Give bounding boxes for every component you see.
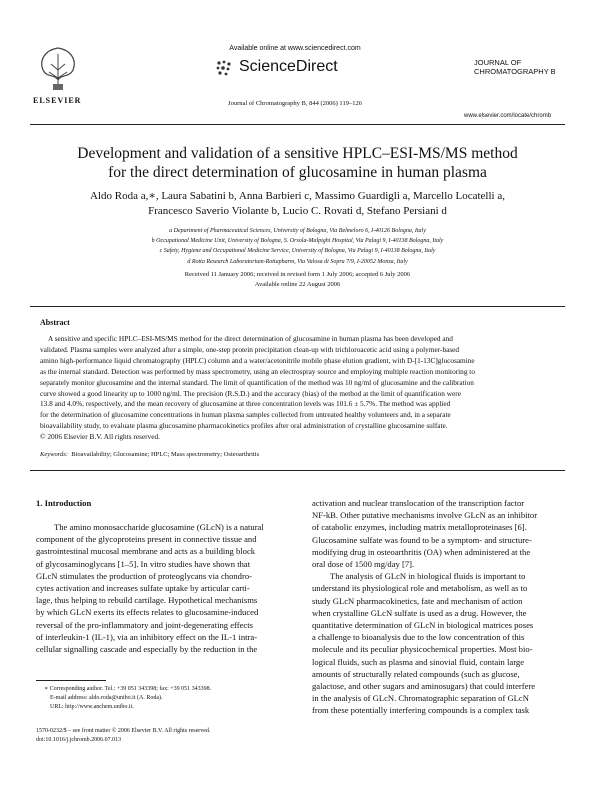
abstract-line: validated. Plasma samples were analyzed after a simple, one-step protein precipitation clean-up with trichloroacetic acid using a polymer-based (40, 344, 460, 354)
publisher-logo-text: ELSEVIER (33, 96, 82, 105)
abstract-line: as the internal standard. Detection was performed by mass spectrometry, using an electrospray source and employing multiple reaction monitoring to (40, 366, 475, 376)
body-line: gastrointestinal mucosal membrane and acts as a building block (36, 546, 256, 557)
body-line: of glycosaminoglycans [1–5]. In vitro studies have shown that (36, 558, 251, 569)
available-date: Available online 22 August 2006 (254, 281, 341, 288)
body-line: quantitative determination of GLcN in biological matrices poses (312, 620, 534, 631)
affiliation-b: b Occupational Medicine Unit, University of Bologna, S. Orsola-Malpighi Hospital, Via Palagi 9, I-40138 Bologna, Italy (151, 238, 444, 245)
footnotes (36, 685, 294, 712)
author-list (30, 189, 565, 219)
body-line: NF-kB. Other putative mechanisms involve GLcN as an inhibitor (312, 510, 538, 521)
authors-line-2: Francesco Saverio Violante b, Lucio C. Rovati d, Stefano Persiani d (148, 205, 447, 217)
abstract-body (40, 334, 560, 443)
title-line-2: for the direct determination of glucosamine in human plasma (108, 164, 487, 181)
body-line: The analysis of GLcN in biological fluids is important to (330, 571, 526, 582)
sciencedirect-logo (215, 56, 385, 80)
copyright-line: © 2006 Elsevier B.V. All rights reserved. (40, 432, 160, 442)
body-line: of interleukin-1 (IL-1), via an inhibitory effect on the IL-1 intra- (36, 631, 258, 642)
abstract-line: 13.8 and 4.0%, respectively, and the mean recovery of glucosamine at three concentration levels was 101.6 ± 5.7%. The method was applied (40, 399, 451, 409)
keywords (40, 451, 259, 458)
body-line: Glucosamine sulfate was found to be a symptom- and structure- (312, 534, 532, 545)
body-line: lage, thus helping to rebuild cartilage. Hypothetical mechanisms (36, 595, 258, 606)
section-heading: 1. Introduction (36, 498, 92, 508)
body-line: when crystalline GLcN sulfate is used as a drug. However, the (312, 607, 527, 618)
left-column (36, 521, 294, 655)
dates (30, 270, 565, 290)
journal-name (474, 58, 556, 76)
body-line: galactose, and other sugars and aminosugars) that could interfere (312, 681, 536, 692)
abstract-line: amino high-performance liquid chromatography (HPLC) column and a water/acetonitrile mobile phase elution gradient, with D-[1-13C]glucosamine (40, 355, 475, 365)
journal-reference: Journal of Chromatography B, 844 (2006) 119–126 (228, 100, 362, 107)
url-note[interactable]: URL: http://www.anchem.unibo.it. (50, 704, 134, 710)
corresponding-author-note: ∗ Corresponding author. Tel.: +39 051 343398; fax: +39 051 343398. (44, 686, 212, 692)
affiliations (30, 226, 565, 267)
body-line: molecule and its peculiar physicochemical properties. Most bio- (312, 644, 533, 655)
body-line: component of the glycoproteins present in connective tissue and (36, 534, 257, 545)
paper-title (30, 144, 565, 182)
body-line: The amino monosaccharide glucosamine (GLcN) is a natural (54, 522, 264, 532)
email-note[interactable]: E-mail address: aldo.roda@unibo.it (A. Roda). (50, 695, 163, 701)
body-line: understand its physiological role and metabolism, as well as to (312, 583, 528, 594)
footnote-rule (36, 680, 106, 681)
body-line: GLcN stimulates the production of proteoglycans via chondro- (36, 570, 252, 581)
body-line: cytes activation and increases sulfate uptake by articular carti- (36, 583, 250, 594)
affiliation-c: c Safety, Hygiene and Occupational Medicine Service, University of Bologna, Via Palagi 9, I-40138 Bologna, Italy (159, 248, 436, 255)
body-line: reversal of the pro-inflammatory and joint-degenerating effects (36, 619, 253, 630)
keywords-label: Keywords: (40, 451, 68, 458)
body-line: by which GLcN exerts its effects relates to glucosamine-induced (36, 607, 259, 618)
title-line-1: Development and validation of a sensitive HPLC–ESI-MS/MS method (77, 145, 518, 162)
body-line: logical fluids, such as plasma and sinovial fluid, contain large (312, 656, 525, 667)
header-rule (30, 124, 565, 125)
sciencedirect-dots-icon (215, 59, 233, 77)
body-line: in the analysis of GLcN. Chromatographic separation of GLcN (312, 693, 529, 704)
body-line: cellular signalling cascade and especially by the reduction in the (36, 644, 258, 655)
sciencedirect-wordmark: ScienceDirect (239, 58, 338, 75)
journal-name-line-2: CHROMATOGRAPHY B (474, 67, 556, 76)
received-dates: Received 11 January 2006; received in revised form 1 July 2006; accepted 6 July 2006 (184, 271, 411, 278)
abstract-bottom-rule (30, 470, 565, 471)
body-line: study GLcN pharmacokinetics, fate and mechanism of action (312, 595, 523, 606)
body-line: of catabolic enzymes, including matrix metalloproteinases [6]. (312, 522, 527, 533)
front-matter (36, 727, 210, 745)
body-line: modifying drug in osteoarthritis (OA) when administered at the (312, 546, 531, 557)
right-column (312, 497, 565, 717)
affiliation-a: a Department of Pharmaceutical Sciences, University of Bologna, Via Belmeloro 6, I-40126 Bologna, Italy (169, 228, 426, 234)
keywords-list: Bioavailability; Glucosamine; HPLC; Mass spectrometry; Osteoarthritis (71, 451, 260, 458)
abstract-line: A sensitive and specific HPLC–ESI-MS/MS method for the direct determination of glucosamine in human plasma has been developed and (48, 334, 453, 343)
body-line: from these potentially interfering compounds is a complex task (312, 705, 530, 716)
body-line: oral dose of 1500 mg/day [7]. (312, 559, 415, 570)
abstract-heading: Abstract (40, 318, 70, 327)
journal-name-line-1: JOURNAL OF (474, 58, 522, 67)
elsevier-tree-logo (35, 44, 81, 94)
abstract-line: for the determination of glucosamine concentrations in human plasma samples collected from untreated healthy volunteers and, in a separate (40, 410, 451, 420)
journal-url[interactable]: www.elsevier.com/locate/chromb (464, 113, 552, 119)
authors-line-1: Aldo Roda a,∗, Laura Sabatini b, Anna Barbieri c, Massimo Guardigli a, Marcello Locatelli a, (90, 190, 505, 202)
issn-line: 1570-0232/$ – see front matter © 2006 Elsevier B.V. All rights reserved. (36, 728, 211, 734)
body-line: a challenge to bioanalysis due to the low concentration of this (312, 632, 525, 643)
body-line: amounts of structurally related compounds (such as glucose, (312, 668, 520, 679)
abstract-top-rule (30, 306, 565, 307)
doi-line[interactable]: doi:10.1016/j.jchromb.2006.07.013 (36, 737, 122, 743)
abstract-line: separately monitor glucosamine and the internal standard. The limit of quantification of the method was 10 ng/ml of glucosamine and the calibration (40, 377, 474, 387)
body-line: activation and nuclear translocation of the transcription factor (312, 498, 525, 508)
abstract-line: bioavailability study, to evaluate plasma glucosamine pharmacokinetics profiles after oral administration of crystalline glucosamine sulfate. (40, 421, 448, 431)
available-online-text: Available online at www.sciencedirect.com (229, 45, 361, 52)
abstract-line: curve showed a good linearity up to 1000 ng/ml. The precision (R.S.D.) and the accuracy (bias) of the method at the limit of quantification were (40, 388, 461, 398)
affiliation-d: d Rotta Research Laboratorium-Rottapharm, Via Valosa di Sopra 7/9, I-20052 Monza, Italy (187, 258, 408, 265)
